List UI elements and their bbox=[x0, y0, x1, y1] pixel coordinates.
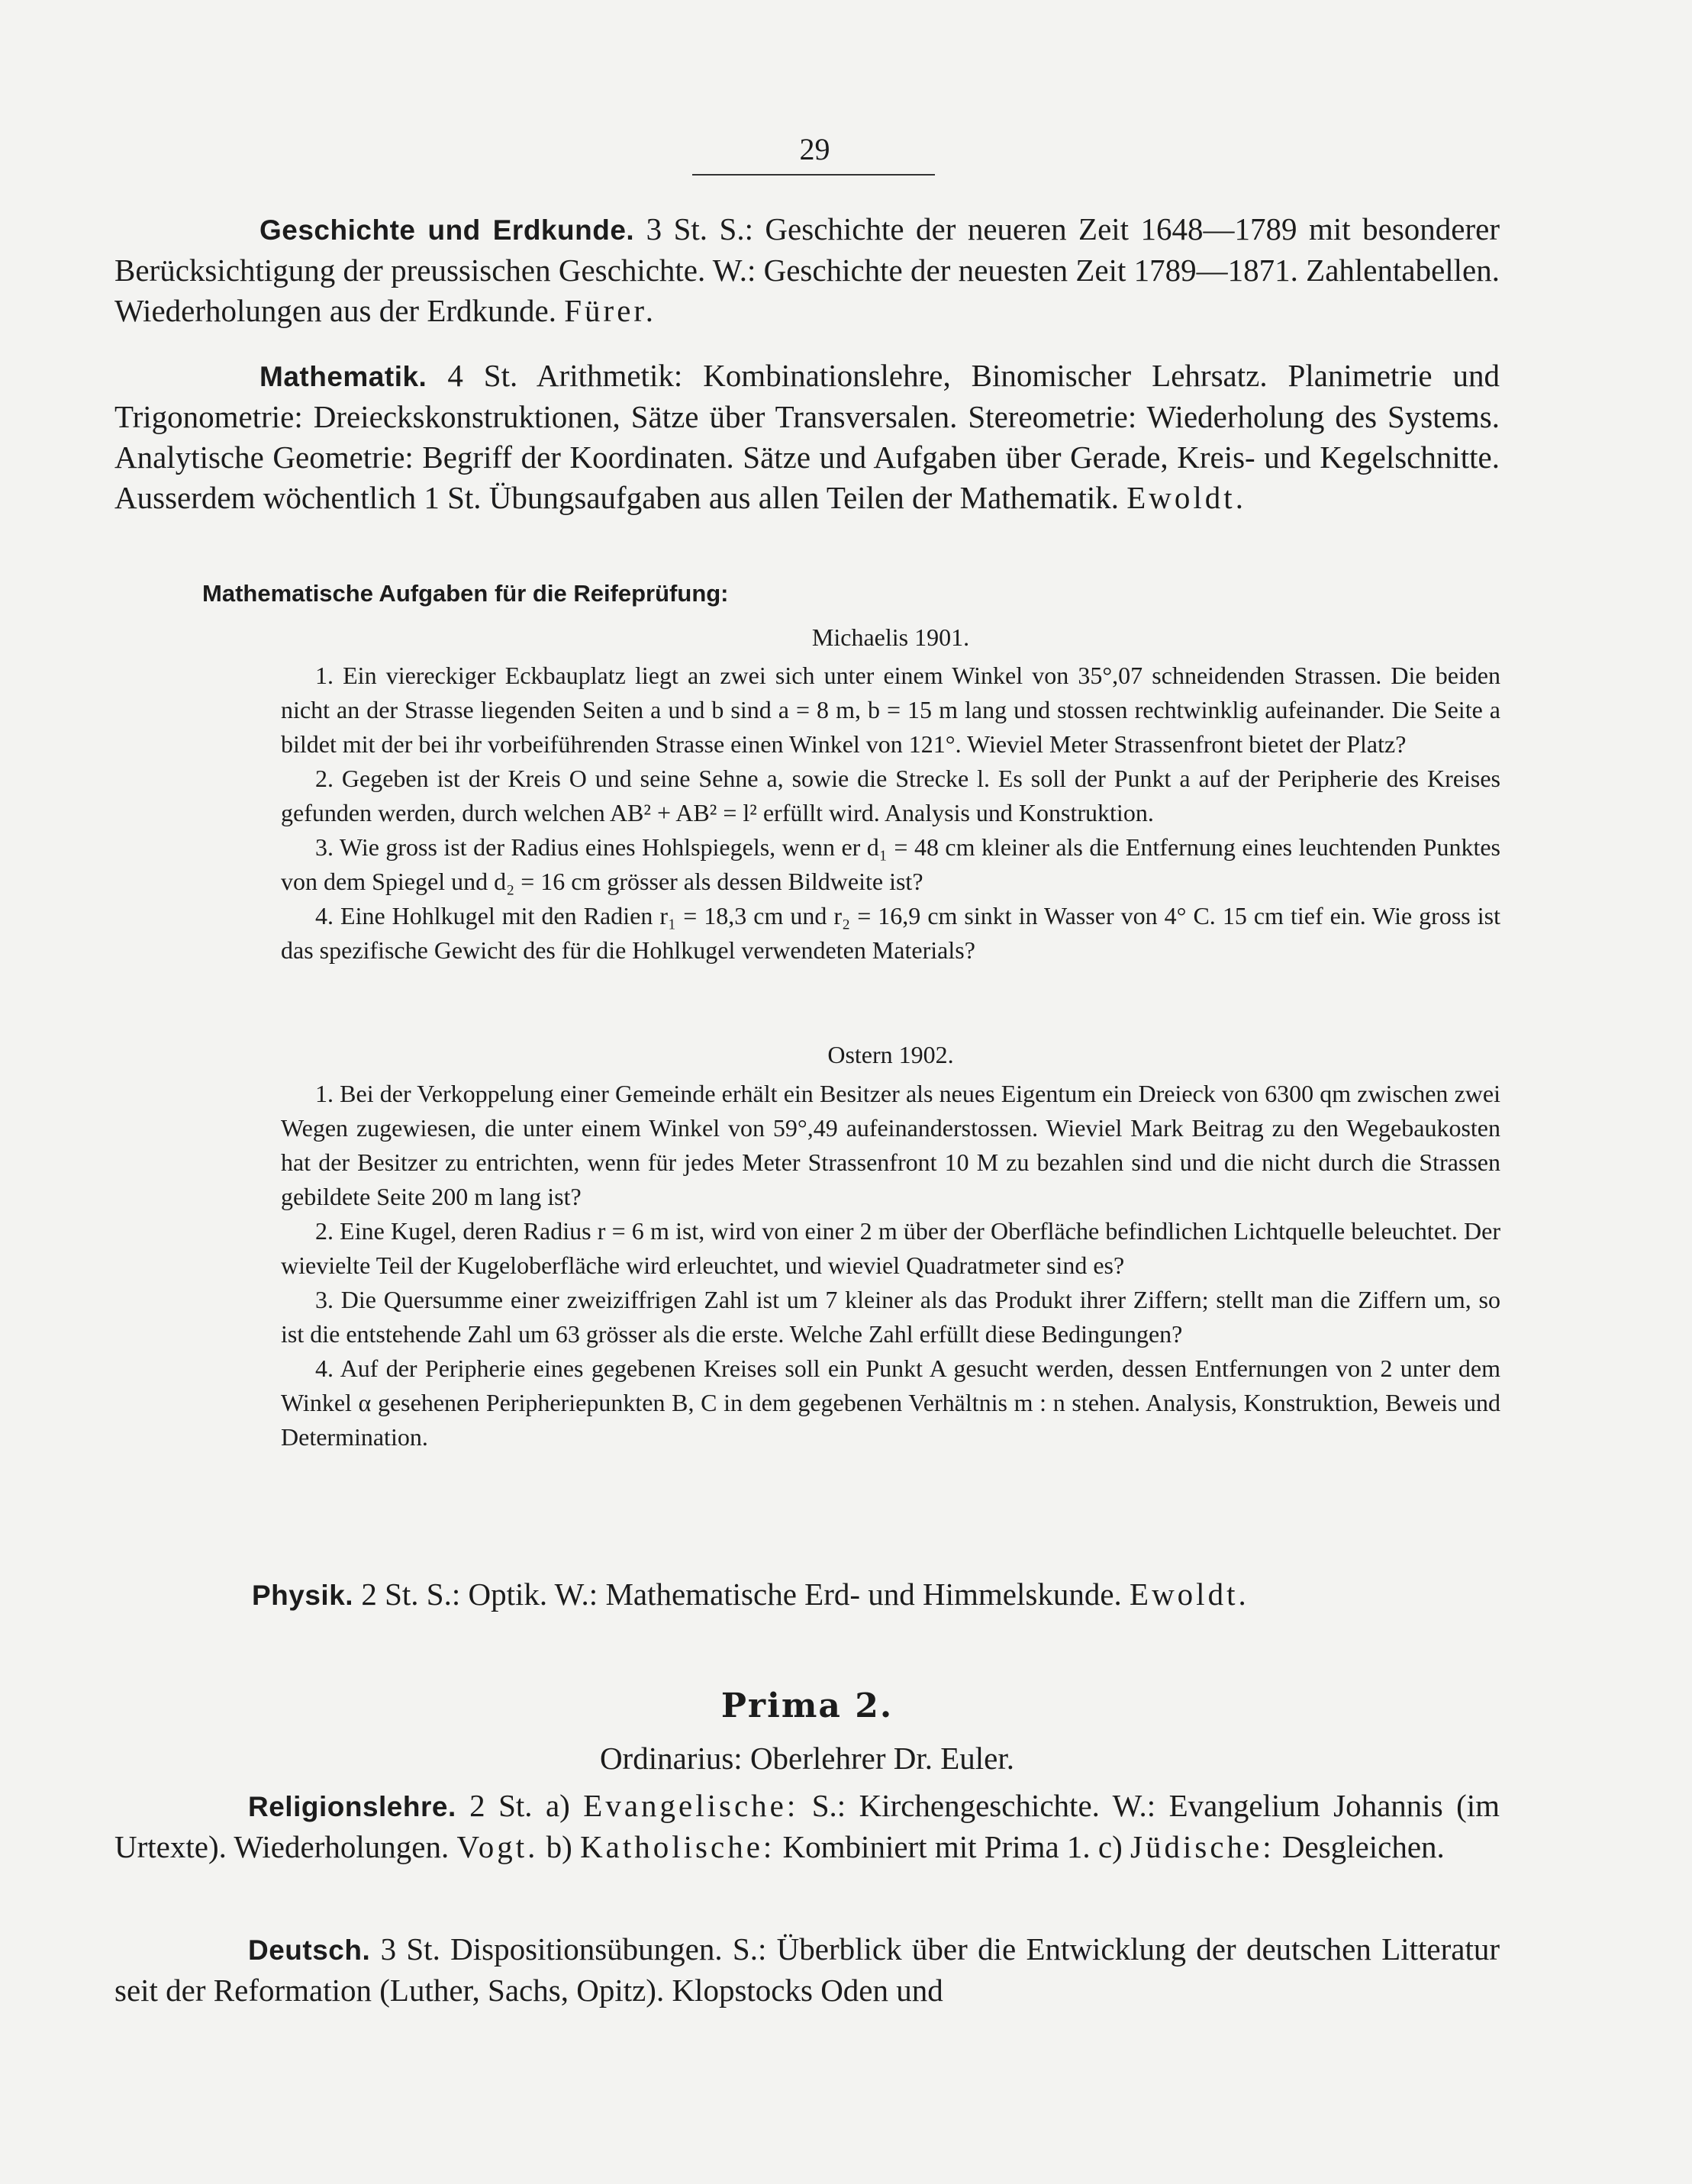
section-religion bbox=[114, 1786, 1500, 1867]
religion-teacher: Vogt. bbox=[456, 1829, 539, 1864]
session-title-ostern: Ostern 1902. bbox=[827, 1041, 954, 1068]
section-physik bbox=[114, 1574, 1500, 1615]
session-title-michaelis: Michaelis 1901. bbox=[811, 623, 970, 651]
religion-text-e: Desgleichen. bbox=[1281, 1829, 1445, 1864]
physik-teacher: Ewoldt. bbox=[1130, 1577, 1249, 1612]
deutsch-text: 3 St. Dispositionsübungen. S.: Überblick über die Entwicklung der deutschen Litteratur seit der Reformation (Luther, Sachs, Opitz). Klopstocks Oden und bbox=[114, 1931, 1500, 2008]
problem-item: 4. Auf der Peripherie eines gegebenen Kreises soll ein Punkt A gesucht werden, dessen Entfernungen von 2 unter dem Winkel α gesehenen Peripheriepunkten B, C in dem gegebenen Verhältnis m : n stehen. Analysis, Konstruktion, Beweis und Determination. bbox=[281, 1355, 1500, 1451]
heading-geschichte: Geschichte und Erdkunde. bbox=[259, 214, 635, 246]
page-number-rule bbox=[692, 174, 935, 176]
session-michaelis bbox=[281, 659, 1500, 968]
aufgaben-block bbox=[202, 576, 1500, 610]
heading-deutsch: Deutsch. bbox=[248, 1934, 371, 1966]
heading-mathematik: Mathematik. bbox=[259, 361, 427, 392]
problem-item: 1. Bei der Verkoppelung einer Gemeinde erhält ein Besitzer als neues Eigentum ein Dreieck von 6300 qm zwischen zwei Wegen zugewiesen, die unter einem Winkel von 59°,49 aufeinanderstossen. Wieviel Mark Beitrag zu den Wegebaukosten hat der Besitzer zu entrichten, wenn für jedes Meter Strassenfront 10 M zu bezahlen sind und die nicht durch die Strassen gebildete Seite 200 m lang ist? bbox=[281, 1080, 1500, 1210]
prima2-ordinarius: Ordinarius: Oberlehrer Dr. Euler. bbox=[599, 1741, 1015, 1776]
heading-aufgaben: Mathematische Aufgaben für die Reifeprüfung: bbox=[202, 580, 729, 607]
physik-text: 2 St. S.: Optik. W.: Mathematische Erd- und Himmelskunde. bbox=[361, 1577, 1122, 1612]
religion-evangelische: Evangelische: bbox=[583, 1788, 799, 1823]
mathematik-teacher: Ewoldt. bbox=[1126, 480, 1246, 515]
problem-item: 3. Wie gross ist der Radius eines Hohlspiegels, wenn er d₁ = 48 cm kleiner als die Entfernung eines leuchtenden Punktes von dem Spiegel und d₂ = 16 cm grösser als dessen Bildweite ist? bbox=[281, 833, 1500, 895]
heading-physik: Physik. bbox=[252, 1580, 354, 1611]
religion-text-c: b) bbox=[546, 1829, 572, 1864]
problem-item: 4. Eine Hohlkugel mit den Radien r₁ = 18,3 cm und r₂ = 16,9 cm sinkt in Wasser von 4° C. 15 cm tief ein. Wie gross ist das spezifische Gewicht des für die Hohlkugel verwendeten Materials? bbox=[281, 902, 1500, 964]
problem-item: 2. Eine Kugel, deren Radius r = 6 m ist, wird von einer 2 m über der Oberfläche befindlichen Lichtquelle beleuchtet. Der wievielte Teil der Kugeloberfläche wird erleuchtet, und wieviel Quadratmeter sind es? bbox=[281, 1217, 1500, 1279]
section-mathematik bbox=[114, 356, 1500, 518]
religion-text-a: 2 St. a) bbox=[469, 1788, 570, 1823]
heading-religion: Religionslehre. bbox=[248, 1791, 456, 1822]
problem-item: 3. Die Quersumme einer zweiziffrigen Zahl ist um 7 kleiner als das Produkt ihrer Ziffern; stellt man die Ziffern um, so ist die entstehende Zahl um 63 grösser als die erste. Welche Zahl erfüllt diese Bedingungen? bbox=[281, 1286, 1500, 1348]
geschichte-text: 3 St. S.: Geschichte der neueren Zeit 1648—1789 mit besonderer Berücksichtigung der preussischen Geschichte. W.: Geschichte der neuesten Zeit 1789—1871. Zahlentabellen. Wiederholungen aus der Erdkunde. bbox=[114, 211, 1500, 328]
problem-item: 2. Gegeben ist der Kreis O und seine Sehne a, sowie die Strecke l. Es soll der Punkt a auf der Peripherie des Kreises gefunden werden, durch welchen AB² + AB² = l² erfüllt wird. Analysis und Konstruktion. bbox=[281, 765, 1500, 826]
religion-text-d: Kombiniert mit Prima 1. c) bbox=[782, 1829, 1123, 1864]
religion-katholische: Katholische: bbox=[580, 1829, 775, 1864]
page-number: 29 bbox=[799, 132, 830, 166]
religion-juedische: Jüdische: bbox=[1130, 1829, 1275, 1864]
prima2-title: Prima 2. bbox=[720, 1686, 894, 1725]
problem-item: 1. Ein viereckiger Eckbauplatz liegt an zwei sich unter einem Winkel von 35°,07 schneidenden Strassen. Die beiden nicht an der Strasse liegenden Seiten a und b sind a = 8 m, b = 15 m lang und stossen rechtwinklig aufeinander. Die Seite a bildet mit der bei ihr vorbeiführenden Strasse einen Winkel von 121°. Wieviel Meter Strassenfront bietet der Platz? bbox=[281, 662, 1500, 758]
religion-text-b: S.: Kirchengeschichte. W.: Evangelium Johannis (im Urtexte). Wiederholungen. bbox=[114, 1788, 1500, 1864]
session-ostern bbox=[281, 1077, 1500, 1454]
section-geschichte bbox=[114, 209, 1500, 331]
mathematik-text: 4 St. Arithmetik: Kombinationslehre, Binomischer Lehrsatz. Planimetrie und Trigonometrie: Dreieckskonstruktionen, Sätze über Transversalen. Stereometrie: Wiederholung des Systems. Analytische Geometrie: Begriff der Koordinaten. Sätze und Aufgaben über Gerade, Kreis- und Kegelschnitte. Ausserdem wöchentlich 1 St. Übungsaufgaben aus allen Teilen der Mathematik. bbox=[114, 358, 1500, 515]
geschichte-teacher: Fürer. bbox=[564, 293, 657, 328]
section-deutsch bbox=[114, 1929, 1500, 2011]
